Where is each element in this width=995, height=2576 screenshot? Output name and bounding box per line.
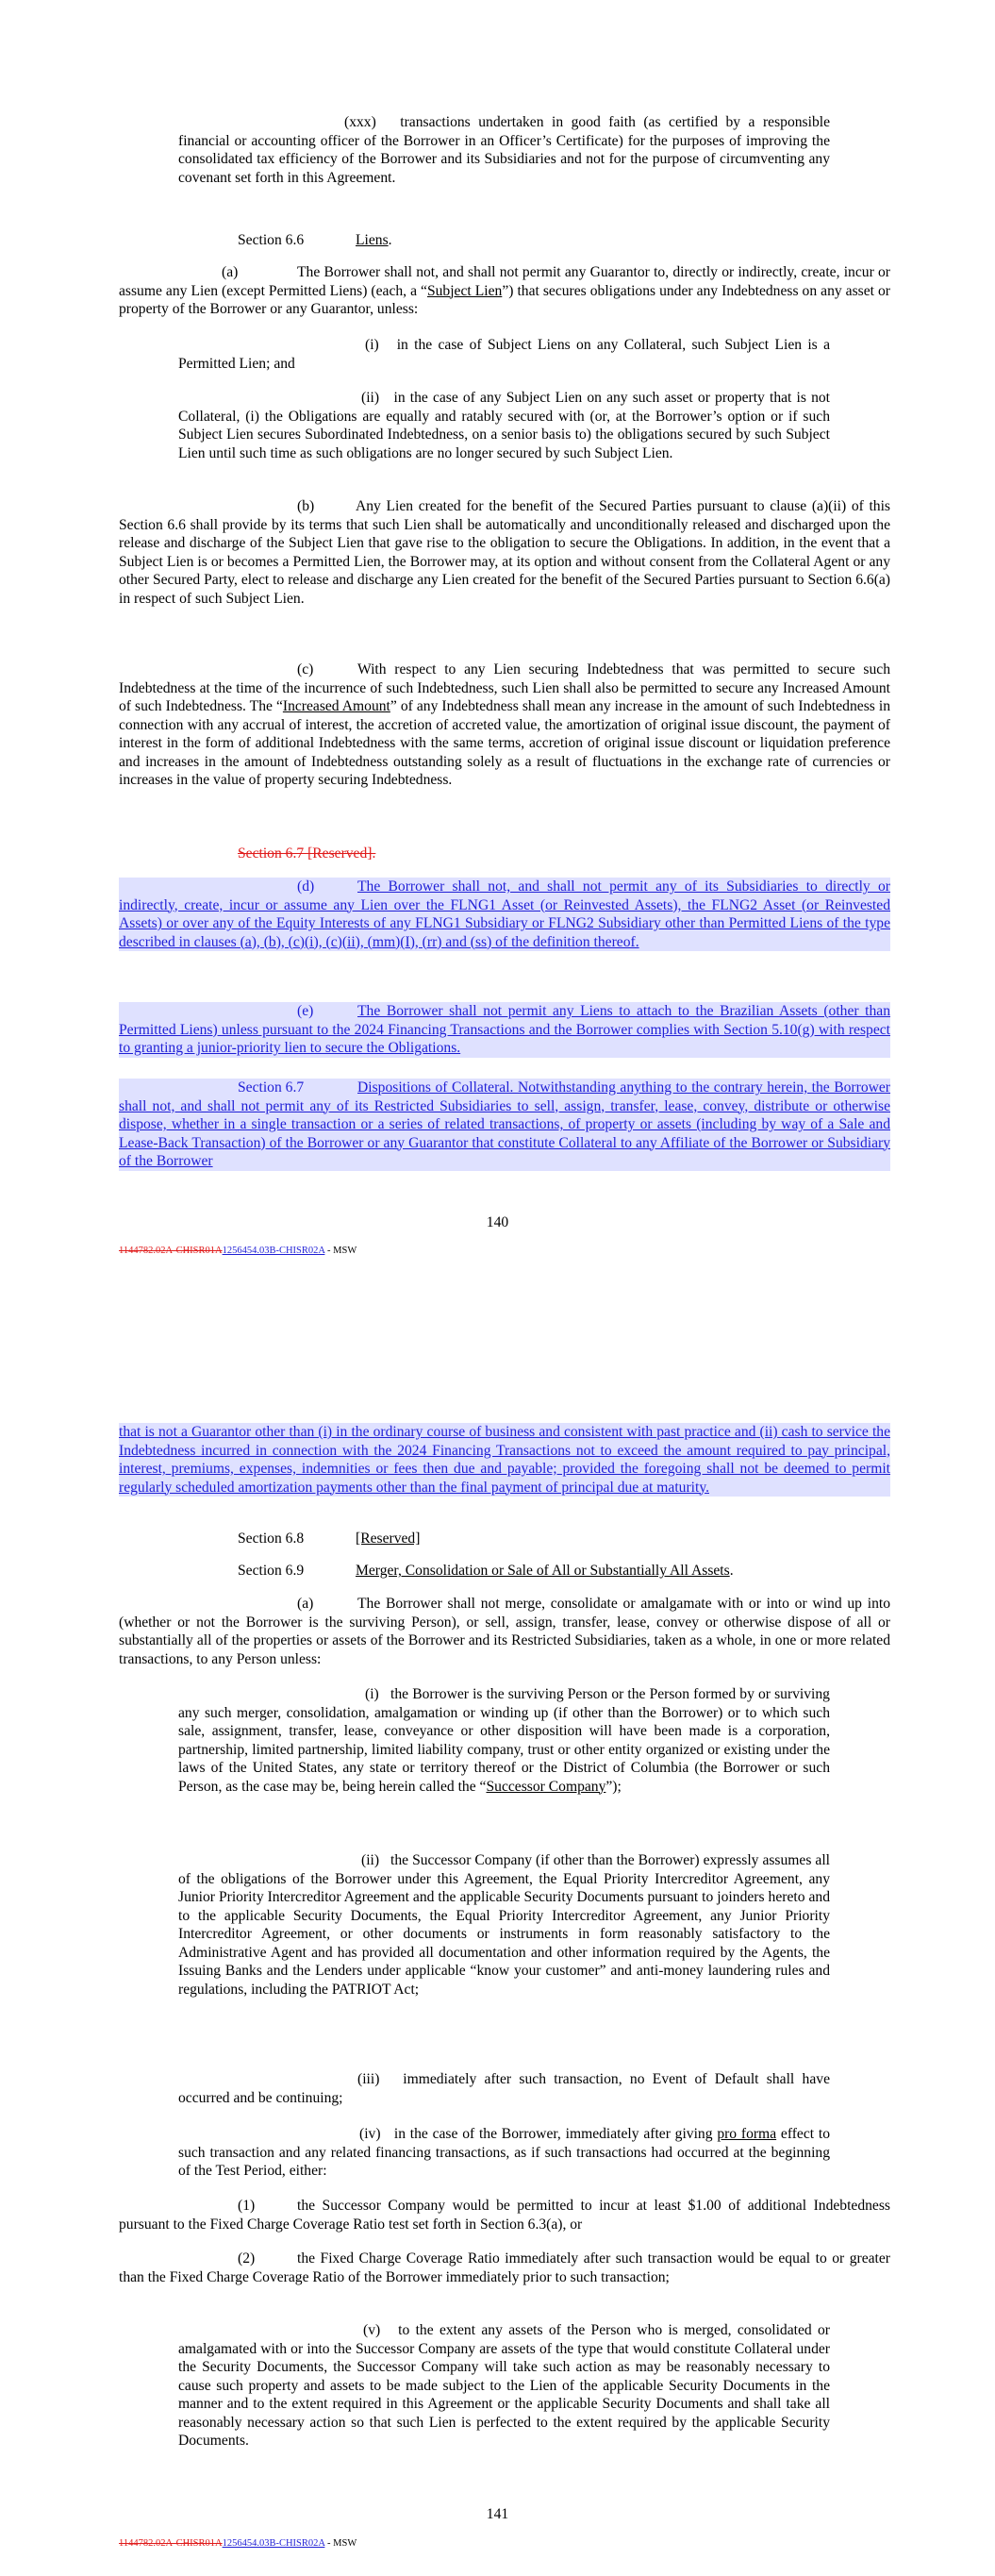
clause-label: (ii)	[361, 1852, 380, 1868]
clause-label: (b)	[297, 498, 315, 514]
defined-term: pro forma	[717, 2126, 777, 2142]
clause-text: in the case of Subject Liens on any Collateral, such Subject Lien is a Permitted Lien; and	[178, 337, 830, 372]
section-6-9-a-iv	[178, 2125, 830, 2181]
inserted-text: that is not a Guarantor other than (i) in the ordinary course of business and consistent with past practice and (ii) cash to service the Indebtedness incurred in connection with the 2024 Financing Transactions not to exceed the amount required to pay principal, interest, premiums, expenses, indemnities or fees then due and payable; provided the foregoing shall not be deemed to permit regularly scheduled amortization payments other than the final payment of principal due at maturity.	[119, 1424, 890, 1496]
inserted-text: Dispositions of Collateral. Notwithstanding anything to the contrary herein, the Borrower shall not, and shall not permit any of its Restricted Subsidiaries to sell, assign, transfer, lease, convey, distribute or otherwise dispose, whether in a single transaction or a series of related transactions, of property or assets (including by way of a Sale and Lease-Back Transaction) of the Borrower or any Guarantor that constitute Collateral to any Affiliate of the Borrower or Subsidiary of the Borrower	[119, 1079, 890, 1169]
section-6-7	[119, 1079, 890, 1171]
section-6-6-d	[119, 878, 890, 951]
deleted-text: Section 6.7 [Reserved].	[238, 845, 376, 861]
section-6-9-a-v	[178, 2321, 830, 2451]
page-number: 140	[486, 1214, 509, 1230]
defined-term: Increased Amount	[282, 698, 390, 714]
clause-label: (e)	[297, 1003, 314, 1019]
section-6-6-a-i	[178, 336, 830, 373]
section-6-6-b	[119, 497, 890, 608]
clause-label: (xxx)	[344, 114, 376, 130]
footer-new-ref: 1256454.03B-CHISR02A	[222, 2538, 325, 2549]
footer-new-ref: 1256454.03B-CHISR02A	[222, 1246, 325, 1256]
clause-label: (iii)	[357, 2071, 380, 2087]
section-number: Section 6.6	[238, 232, 305, 248]
section-6-9-a-i	[178, 1685, 830, 1796]
clause-text: Any Lien created for the benefit of the Secured Parties pursuant to clause (a)(ii) of this Section 6.6 shall provide by its terms that such Lien shall be automatically and unconditionally released and discharged upon the release and discharge of the Subject Lien that gave rise to the obligation to secure the Obligations. In addition, in the event that a Subject Lien is or becomes a Permitted Lien, the Borrower may, at its option and without consent from the Collateral Agent or any other Secured Party, elect to release and discharge any Lien created for the benefit of the Secured Parties pursuant to Section 6.6(a) in respect of such Subject Lien.	[119, 498, 890, 607]
clause-text: With respect to any Lien securing Indebtedness that was permitted to secure such Indebtedness at the time of the incurrence of such Indebtedness, such Lien shall also be permitted to secure any Increased Amount of such Indebtedness. The “	[119, 661, 890, 714]
section-6-9-a-ii	[178, 1851, 830, 1999]
section-title: Liens	[356, 232, 389, 248]
section-6-7-continued	[119, 1423, 890, 1497]
clause-text: transactions undertaken in good faith (as certified by a responsible financial or accounting officer of the Borrower in an Officer’s Certificate) for the purposes of improving the consolidated tax efficiency of the Borrower and its Subsidiaries and not for the purpose of circumventing any covenant set forth in this Agreement.	[178, 114, 830, 186]
clause-text-cont: ”) that secures obligations under any Indebtedness on any asset or property of the Borrower or any Guarantor, unless:	[119, 282, 890, 317]
defined-term: Successor Company	[486, 1778, 606, 1795]
clause-label: (2)	[238, 2250, 256, 2267]
section-6-7-deleted	[238, 845, 898, 863]
clause-label: (i)	[365, 1686, 379, 1702]
document-footer	[119, 2538, 357, 2549]
clause-label: (v)	[363, 2322, 381, 2338]
clause-text: to the extent any assets of the Person who is merged, consolidated or amalgamated with or into the Successor Company are assets of the type that would constitute Collateral under the Security Documents, the Successor Company will take such action as may be reasonably necessary to cause such property and assets to be made subject to the Lien of the applicable Security Documents in the manner and to the extent required in this Agreement or the applicable Security Documents and shall take all reasonably necessary action so that such Lien is perfected to the extent required by the applicable Security Documents.	[178, 2322, 830, 2449]
section-6-9-a-iii	[178, 2070, 830, 2107]
section-title: Merger, Consolidation or Sale of All or Substantially All Assets	[356, 1563, 730, 1579]
inserted-text: The Borrower shall not, and shall not permit any of its Subsidiaries to directly or indirectly, create, incur or assume any Lien over the FLNG1 Asset (or Reinvested Assets), the FLNG2 Asset (or Reinvested Assets) or over any of the Equity Interests of any FLNG1 Subsidiary or FLNG2 Subsidiary other than Permitted Liens of the type described in clauses (a), (b), (c)(i), (c)(ii), (mm)(I), (rr) and (ss) of the definition thereof.	[119, 878, 890, 950]
clause-text-cont: ” of any Indebtedness shall mean any increase in the amount of such Indebtedness in connection with any accrual of interest, the accretion of accreted value, the amortization of original issue discount, the payment of interest in the form of additional Indebtedness with the same terms, accretion of original issue discount or liquidation preference and increases in the amount of Indebtedness outstanding solely as a result of fluctuations in the exchange rate of currencies or increases in the value of property securing Indebtedness.	[119, 698, 890, 788]
clause-text: immediately after such transaction, no Event of Default shall have occurred and be continuing;	[178, 2071, 830, 2106]
footer-suffix: - MSW	[324, 2538, 357, 2549]
section-6-9-a-iv-1	[119, 2197, 890, 2233]
section-6-6-c	[119, 661, 890, 790]
section-6-6-e	[119, 1002, 890, 1058]
section-6-8-heading	[238, 1530, 898, 1548]
document-footer	[119, 1246, 357, 1256]
clause-text: the Successor Company would be permitted to incur at least $1.00 of additional Indebtedness pursuant to the Fixed Charge Coverage Ratio test set forth in Section 6.3(a), or	[119, 2198, 890, 2233]
clause-label: (a)	[222, 264, 239, 280]
clause-text: in the case of the Borrower, immediately after giving	[393, 2126, 718, 2142]
footer-old-ref: 1144782.02A-CHISR01A	[119, 2538, 223, 2549]
section-number: Section 6.7	[238, 1079, 305, 1096]
section-6-6-heading: Section 6.6 Liens.	[238, 232, 392, 248]
clause-label: (ii)	[361, 390, 380, 406]
clause-xxx	[178, 113, 830, 187]
footer-suffix: - MSW	[324, 1246, 357, 1256]
section-title: [Reserved]	[356, 1531, 421, 1547]
footer-old-ref: 1144782.02A-CHISR01A	[119, 1246, 223, 1256]
section-number: Section 6.9	[238, 1563, 305, 1579]
section-6-9-a-iv-2	[119, 2250, 890, 2286]
clause-label: (i)	[365, 337, 379, 353]
page-141	[0, 1288, 995, 2576]
clause-label: (d)	[297, 878, 315, 895]
section-number: Section 6.8	[238, 1531, 305, 1547]
clause-text: in the case of any Subject Lien on any such asset or property that is not Collateral, (i) the Obligations are equally and ratably secured with (or, at the Borrower’s option or if such Subject Lien secures Subordinated Indebtedness, on a senior basis to) the obligations secured by such Subject Lien until such time as such obligations are no longer secured by such Subject Lien.	[178, 390, 830, 461]
clause-text: the Successor Company (if other than the Borrower) expressly assumes all of the obligations of the Borrower under this Agreement, the Equal Priority Intercreditor Agreement, any Junior Priority Intercreditor Agreement and the applicable Security Documents pursuant to joinders hereto and to the applicable Security Documents, the Equal Priority Intercreditor Agreement, any Junior Priority Intercreditor Agreement, or other documents or instruments in form reasonably satisfactory to the Administrative Agent and has provided all documentation and other information required by the Agents, the Issuing Banks and the Lenders under applicable “know your customer” and anti-money laundering rules and regulations, including the PATRIOT Act;	[178, 1852, 830, 1998]
inserted-text: The Borrower shall not permit any Liens to attach to the Brazilian Assets (other than Permitted Liens) unless pursuant to the 2024 Financing Transactions and the Borrower complies with Section 5.10(g) with respect to granting a junior-priority lien to secure the Obligations.	[119, 1003, 890, 1056]
clause-label: (c)	[297, 661, 314, 677]
clause-text-cont: ”);	[605, 1778, 622, 1795]
defined-term: Subject Lien	[426, 282, 503, 299]
clause-text: The Borrower shall not, and shall not permit any Guarantor to, directly or indirectly, create, incur or assume any Lien (except Permitted Liens) (each, a “	[119, 264, 890, 299]
section-6-9-a	[119, 1595, 890, 1668]
clause-text: the Fixed Charge Coverage Ratio immediately after such transaction would be equal to or greater than the Fixed Charge Coverage Ratio of the Borrower immediately prior to such transaction;	[119, 2250, 890, 2285]
clause-text: The Borrower shall not merge, consolidate or amalgamate with or into or wind up into (whether or not the Borrower is the surviving Person), or sell, assign, transfer, lease, convey or otherwise dispose of all or substantially all of the properties or assets of the Borrower and its Restricted Subsidiaries, taken as a whole, in one or more related transactions, to any Person unless:	[119, 1596, 890, 1667]
clause-label: (1)	[238, 2198, 256, 2214]
section-6-9-heading: Section 6.9 Merger, Consolidation or Sale of All or Substantially All Assets.	[238, 1563, 734, 1579]
clause-text-cont: effect to such transaction and any related financing transactions, as if such transactions had occurred at the beginning of the Test Period, either:	[178, 2126, 831, 2179]
clause-label: (iv)	[359, 2126, 381, 2142]
section-6-6-a-ii	[178, 389, 830, 462]
page-number: 141	[486, 2506, 509, 2522]
clause-label: (a)	[297, 1596, 314, 1612]
clause-text: the Borrower is the surviving Person or the Person formed by or surviving any such merger, consolidation, amalgamation or winding up (if other than the Borrower) or to which such sale, assignment, transfer, lease, conveyance or other disposition will have been made is a corporation, partnership, limited partnership, limited liability company, trust or other entity organized or existing under the laws of the United States, any state or territory thereof or the District of Columbia (the Borrower or such Person, as the case may be, being herein called the “	[178, 1686, 830, 1795]
section-6-6-a	[119, 263, 890, 319]
